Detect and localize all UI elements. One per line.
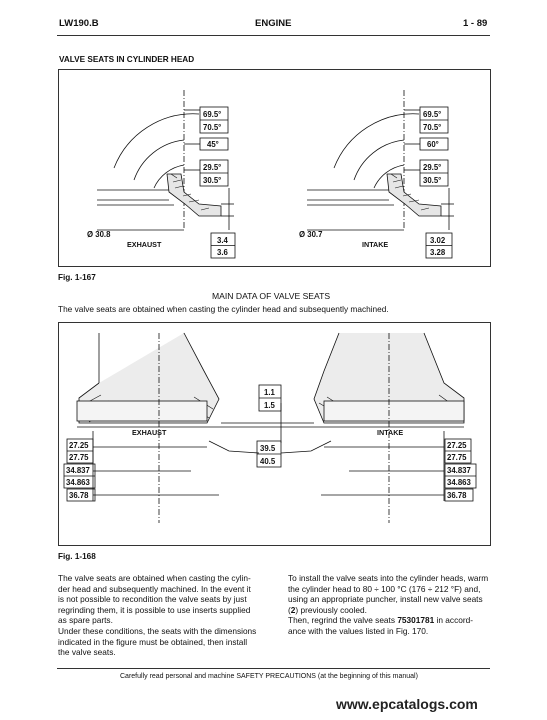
right-line-4-pre: ( [288, 604, 291, 615]
in-diameter: Ø 30.7 [299, 230, 323, 239]
left-line-1: The valve seats are obtained when casting the cylin- [58, 573, 251, 583]
ex-outer-top: 69.5° [203, 110, 222, 119]
fig167-caption: Fig. 1-167 [58, 273, 96, 282]
in-mid: 60° [427, 140, 439, 149]
in-outer-bot: 70.5° [423, 123, 442, 132]
dim2-right-bot: 34.863 [447, 478, 471, 487]
header-section: ENGINE [255, 18, 292, 29]
fig168-intake-label: INTAKE [377, 428, 404, 437]
ex-depth-top: 3.4 [217, 236, 228, 245]
right-column [288, 573, 493, 637]
right-line-5-post: in accord- [434, 615, 473, 626]
fig168-exhaust-label: EXHAUST [132, 428, 167, 437]
in-depth-bot: 3.28 [430, 248, 446, 257]
in-depth-top: 3.02 [430, 236, 446, 245]
main-data-title: MAIN DATA OF VALVE SEATS [212, 291, 331, 301]
right-line-5-pre: Then, regrind the valve seats [288, 615, 398, 626]
dim1-right-top: 27.25 [447, 441, 467, 450]
header-model: LW190.B [59, 18, 99, 29]
ex-inner-top: 29.5° [203, 163, 222, 172]
dim1-left-top: 27.25 [69, 441, 89, 450]
ex-outer-bot: 70.5° [203, 123, 222, 132]
intro-text: The valve seats are obtained when casting the cylinder head and subsequently machined. [58, 304, 389, 314]
angle-top: 39.5 [260, 444, 276, 453]
dim2-left-bot: 34.863 [66, 478, 90, 487]
in-outer-top: 69.5° [423, 110, 442, 119]
footer-note: Carefully read personal and machine SAFETY PRECAUTIONS (at the beginning of this manual) [120, 673, 418, 680]
right-line-5-bold: 75301781 [397, 615, 435, 626]
left-line-5: as spare parts. [58, 615, 113, 626]
in-label: INTAKE [362, 240, 389, 249]
header-rule [57, 35, 490, 36]
angle-bot: 40.5 [260, 457, 276, 466]
right-line-6: ance with the values listed in Fig. 170. [288, 625, 429, 636]
right-line-2: the cylinder head to 80 ÷ 100 °C (176 ÷ 212 °F) and, [288, 583, 481, 594]
ex-label: EXHAUST [127, 240, 162, 249]
right-line-3: using an appropriate puncher, install new valve seats [288, 594, 483, 605]
left-line-7: indicated in the figure must be obtained, then install [58, 636, 248, 647]
left-column [58, 573, 273, 658]
right-line-5 [288, 615, 493, 626]
ex-inner-bot: 30.5° [203, 176, 222, 185]
center-bot: 1.5 [264, 401, 275, 410]
left-line-8: the valve seats. [58, 647, 116, 658]
right-line-4-bold: 2 [290, 604, 296, 615]
ex-depth-bot: 3.6 [217, 248, 228, 257]
watermark: www.epcatalogs.com [336, 696, 478, 712]
left-line-6: Under these conditions, the seats with the dimensions [58, 625, 257, 636]
dim3-left: 36.78 [69, 491, 89, 500]
right-line-4 [288, 605, 493, 616]
right-line-1: To install the valve seats into the cylinder heads, warm [288, 573, 489, 583]
header-page: 1 - 89 [463, 18, 488, 29]
left-line-4: regrinding them, it is possible to use inserts supplied [58, 604, 251, 615]
left-line-2: der head and subsequently machined. In the event it [58, 583, 251, 594]
dim3-right: 36.78 [447, 491, 467, 500]
footer-rule [57, 668, 490, 669]
dim2-right-top: 34.837 [447, 466, 471, 475]
dim2-left-top: 34.837 [66, 466, 90, 475]
fig167-box [58, 69, 491, 267]
right-line-4-post: ) previously cooled. [295, 604, 367, 615]
fig168-drawing [59, 323, 490, 545]
dim1-right-bot: 27.75 [447, 453, 467, 462]
in-inner-top: 29.5° [423, 163, 442, 172]
fig167-drawing [59, 70, 490, 266]
left-line-3: is not possible to recondition the valve seats by just [58, 594, 247, 605]
ex-mid: 45° [207, 140, 219, 149]
center-top: 1.1 [264, 388, 275, 397]
fig168-caption: Fig. 1-168 [58, 552, 96, 561]
fig167-title: VALVE SEATS IN CYLINDER HEAD [59, 55, 195, 64]
fig168-box [58, 322, 491, 546]
dim1-left-bot: 27.75 [69, 453, 89, 462]
ex-diameter: Ø 30.8 [87, 230, 111, 239]
in-inner-bot: 30.5° [423, 176, 442, 185]
